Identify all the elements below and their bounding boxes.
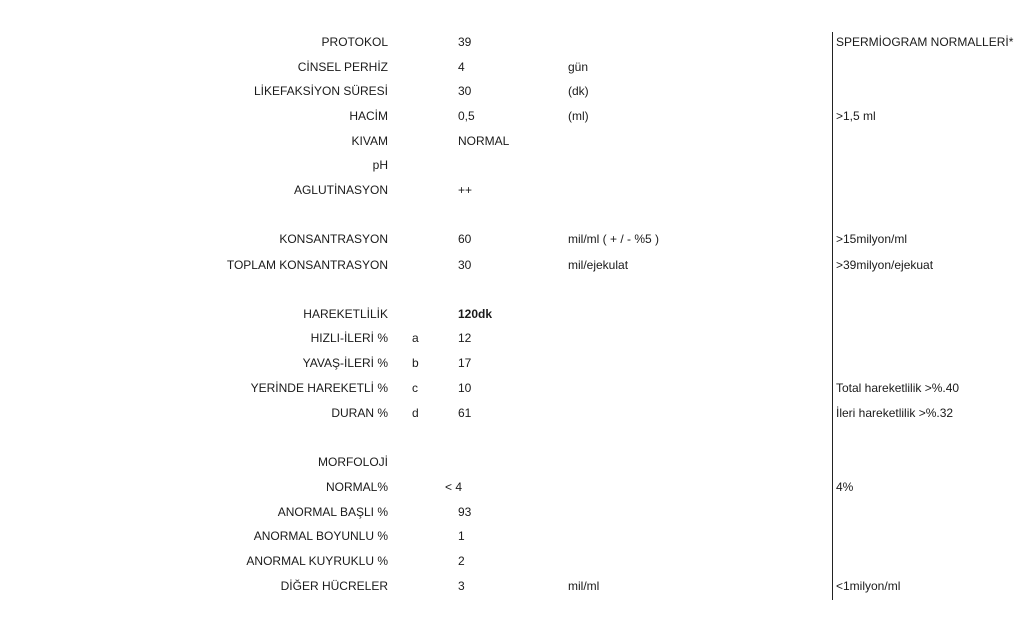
report-row-anormal-boyunlu	[0, 526, 1024, 546]
row-label: YAVAŞ-İLERİ %	[302, 356, 388, 370]
report-row-hizli-i-leri	[0, 328, 1024, 348]
report-row-morfoloji	[0, 452, 1024, 472]
row-value: NORMAL	[458, 134, 510, 148]
row-unit: (dk)	[568, 84, 589, 98]
row-value: 2	[458, 554, 465, 568]
row-unit: mil/ejekulat	[568, 258, 629, 272]
report-row-ph	[0, 155, 1024, 175]
row-label: KONSANTRASYON	[279, 232, 388, 246]
row-label: pH	[372, 158, 388, 172]
row-label: LİKEFAKSİYON SÜRESİ	[253, 84, 388, 98]
row-letter: c	[412, 381, 418, 395]
row-value: 0,5	[458, 109, 475, 123]
row-value: ++	[458, 183, 473, 197]
row-label: DURAN %	[331, 406, 388, 420]
row-label: ANORMAL KUYRUKLU %	[246, 554, 388, 568]
row-label: HIZLI-İLERİ %	[310, 331, 388, 345]
row-value: 61	[458, 406, 472, 420]
report-row-yeri-nde-hareketli	[0, 378, 1024, 398]
row-label: HAREKETLİLİK	[303, 307, 388, 321]
row-label: DİĞER HÜCRELER	[280, 579, 388, 593]
row-normal-range: >39milyon/ejekuat	[836, 258, 934, 272]
row-value: 93	[458, 505, 472, 519]
report-row-agluti-nasyon	[0, 180, 1024, 200]
row-label: ANORMAL BAŞLI %	[277, 505, 388, 519]
row-value: 30	[458, 258, 472, 272]
row-label: NORMAL%	[325, 480, 388, 494]
report-row-protokol	[0, 32, 1024, 52]
report-row-li-kefaksi-yon-suresi	[0, 81, 1024, 101]
report-row-haci-m	[0, 106, 1024, 126]
row-value: 60	[458, 232, 472, 246]
row-normal-range: Total hareketlilik >%.40	[836, 381, 960, 395]
row-unit: mil/ml	[568, 579, 600, 593]
row-value: < 4	[445, 480, 463, 494]
report-row-toplam-konsantrasyon	[0, 255, 1024, 275]
report-row-hareketli-li-k	[0, 304, 1024, 324]
report-row-anormal-kuyruklu	[0, 551, 1024, 571]
row-label: YERİNDE HAREKETLİ %	[250, 381, 388, 395]
row-normal-range: <1milyon/ml	[836, 579, 901, 593]
row-normal-range: İleri hareketlilik >%.32	[836, 406, 954, 420]
row-value: 1	[458, 529, 465, 543]
row-unit: gün	[568, 60, 589, 74]
row-value: 10	[458, 381, 472, 395]
row-label: KIVAM	[351, 134, 388, 148]
row-value: 3	[458, 579, 465, 593]
report-row-anormal-basli	[0, 502, 1024, 522]
row-letter: a	[412, 331, 419, 345]
row-label: ANORMAL BOYUNLU %	[253, 529, 388, 543]
row-letter: d	[412, 406, 419, 420]
row-unit: mil/ml ( + / - %5 )	[568, 232, 660, 246]
report-row-konsantrasyon	[0, 229, 1024, 249]
report-row-normal	[0, 477, 1024, 497]
row-value: 39	[458, 35, 472, 49]
row-label: PROTOKOL	[321, 35, 388, 49]
row-value: 17	[458, 356, 472, 370]
report-row-ci-nsel-perhi-z	[0, 57, 1024, 77]
report-row-di-ger-hucreler	[0, 576, 1024, 596]
row-value: 30	[458, 84, 472, 98]
row-label: AGLUTİNASYON	[293, 183, 388, 197]
row-label: HACİM	[349, 109, 388, 123]
row-normal-range: SPERMİOGRAM NORMALLERİ*	[836, 35, 1014, 49]
row-normal-range: 4%	[836, 480, 854, 494]
row-normal-range: >15milyon/ml	[836, 232, 908, 246]
row-normal-range: >1,5 ml	[836, 109, 876, 123]
row-value: 4	[458, 60, 465, 74]
row-label: MORFOLOJİ	[317, 455, 388, 469]
report-row-yavas-i-leri	[0, 353, 1024, 373]
row-unit: (ml)	[568, 109, 589, 123]
report-row-duran	[0, 403, 1024, 423]
report-row-kivam	[0, 131, 1024, 151]
row-value: 12	[458, 331, 472, 345]
row-value: 120dk	[458, 307, 493, 321]
row-letter: b	[412, 356, 419, 370]
row-label: TOPLAM KONSANTRASYON	[226, 258, 388, 272]
row-label: CİNSEL PERHİZ	[297, 60, 388, 74]
